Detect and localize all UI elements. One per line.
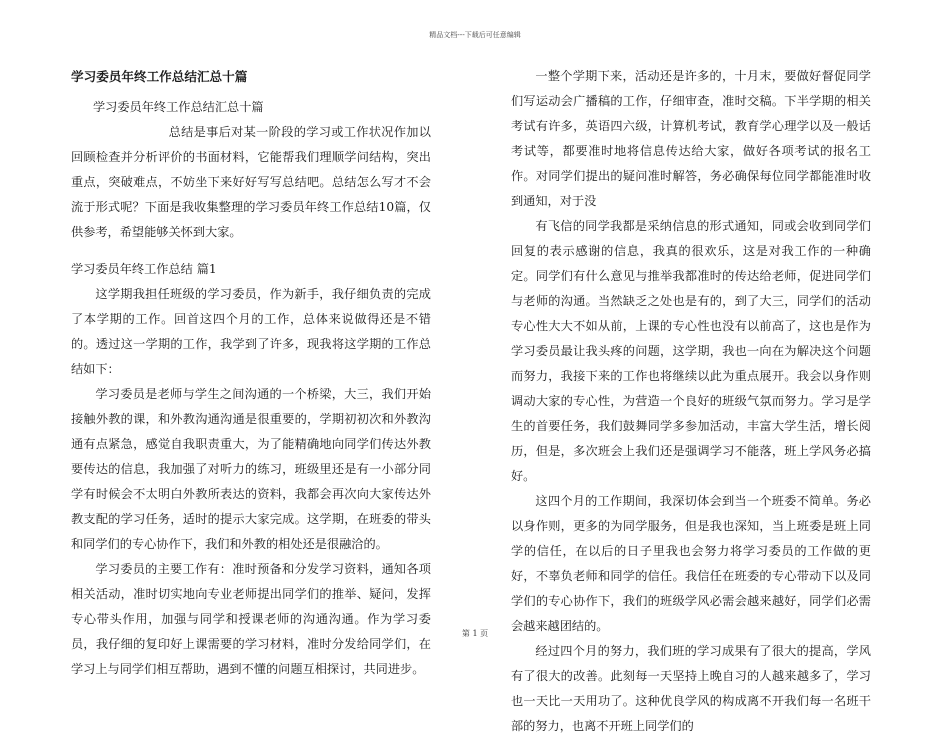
body-paragraph: 学习委员的主要工作有：准时预备和分发学习资料，通知各项相关活动，准时切实地向专业老师提出同学们的推举、疑问，发挥专心带头作用，加强与同学和授课老师的沟通沟通。作为学习委员，我仔细的复印好上课需要的学习材料，准时分发给同学们，在学习上与同学们相互帮助，遇到不懂的问题互相探讨，共同进步。: [71, 562, 431, 676]
page-number: 第 1 页: [461, 629, 489, 638]
body-paragraph: 学习委员是老师与学生之间沟通的一个桥梁，大三，我们开始接触外教的课，和外教沟通沟通是很重要的，学期初初次和外教沟通有点紧急，感觉自我职责重大，为了能精确地向同学们传达外教要传达的信息，我加强了对听力的练习，班级里还是有一小部分同学有时候会不太明白外教所表达的资料，我都会再次向大家传达外教支配的学习任务，适时的提示大家完成。这学期，在班委的带头和同学们的专心协作下，我们和外教的相处还是很融洽的。: [71, 387, 431, 551]
body-paragraph: 这四个月的工作期间，我深切体会到当一个班委不简单。务必以身作则，更多的为同学服务，但是我也深知，当上班委是班上同学的信任，在以后的日子里我也会努力将学习委员的工作做的更好，不辜负老师和同学的信任。我信任在班委的专心带动下以及同学们的专心协作下，我们的班级学风必需会越来越好，同学们必需会越来越团结的。: [511, 494, 871, 633]
body-paragraph: 有飞信的同学我都是采纳信息的形式通知，同或会收到同学们回复的表示感谢的信息，我真的很欢乐，这是对我工作的一种确定。同学们有什么意见与推举我都准时的传达给老师，促进同学们与老师的沟通。当然缺乏之处也是有的，到了大三，同学们的活动专心性大大不如从前，上课的专心性也没有以前高了，这也是作为学习委员最让我头疼的问题，这学期，我也一向在为解决这个问题而努力，我接下来的工作也将继续以此为重点展开。我会以身作则调动大家的专心性，为营造一个良好的班级气氛而努力。学习是学生的首要任务，我们鼓舞同学多参加活动，丰富大学生活，增长阅历，但是，多次班会上我们还是强调学习不能落，班上学风务必搞好。: [511, 219, 871, 483]
section-heading: 学习委员年终工作总结 篇1: [71, 262, 217, 276]
left-column: [71, 64, 431, 682]
intro-paragraph: 总结是事后对某一阶段的学习或工作状况作加以回顾检查并分析评价的书面材料，它能帮我们理顺学问结构，突出重点，突破难点，不妨坐下来好好写写总结吧。总结怎么写才不会流于形式呢？下面是我收集整理的学习委员年终工作总结10篇，仅供参考，希望能够关怀到大家。: [71, 125, 431, 239]
document-subtitle: 学习委员年终工作总结汇总十篇: [93, 100, 264, 114]
body-paragraph: 经过四个月的努力，我们班的学习成果有了很大的提高，学风有了很大的改善。此刻每一天坚持上晚自习的人越来越多了，学习也一天比一天用功了。这种优良学风的构成离不开我们每一名班干部的努力，也离不开班上同学们的: [511, 644, 871, 733]
body-paragraph: 这学期我担任班级的学习委员，作为新手，我仔细负责的完成了本学期的工作。回首这四个月的工作，总体来说做得还是不错的。透过这一学期的工作，我学到了许多，现我将这学期的工作总结如下：: [71, 287, 431, 376]
header-note: 精品文档---下载后可任意编辑: [429, 31, 521, 39]
body-paragraph: 一整个学期下来，活动还是许多的，十月末，要做好督促同学们写运动会广播稿的工作，仔细审查，准时交稿。下半学期的相关考试有许多，英语四六级，计算机考试，教育学心理学以及一般话考试等，都要准时地将信息传达给大家，做好各项考试的报名工作。对同学们提出的疑问准时解答，务必确保每位同学都能准时收到通知，对于没: [511, 69, 871, 208]
document-title: 学习委员年终工作总结汇总十篇: [71, 69, 248, 84]
